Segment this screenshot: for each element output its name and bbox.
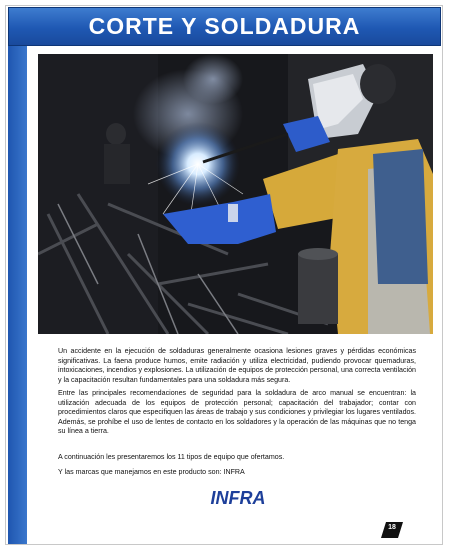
welder-photo-illustration bbox=[38, 54, 433, 334]
infra-logo bbox=[208, 487, 268, 509]
infra-logo-text: INFRA bbox=[210, 488, 266, 508]
intro-line: A continuación les presentaremos los 11 tipos de equipo que ofertamos. bbox=[58, 453, 285, 461]
brands-line: Y las marcas que manejamos en este producto son: INFRA bbox=[58, 468, 245, 476]
page-number-badge bbox=[381, 522, 403, 538]
title-banner bbox=[8, 7, 441, 46]
page-title: CORTE Y SOLDADURA bbox=[88, 13, 361, 39]
paragraph-risks: Un accidente en la ejecución de soldaduras generalmente ocasiona lesiones graves y pérdidas económicas significativas. La faena produce humos, emite radiación y utiliza electricidad, pudiendo provocar quemaduras, intoxicaciones, incendios y explosiones. La utilización de equipos de protección personal, una correcta ventilación y la capacitación resultan fundamentales para una soldadura más segura. bbox=[58, 347, 416, 384]
infra-logo-mark bbox=[208, 487, 268, 509]
paragraph-recommendations: Entre las principales recomendaciones de seguridad para la soldadura de arco manual se encuentran: la utilización adecuada de los equipos de protección personal; capacitación del trabajador; contar con procedimientos claros que especifiquen las áreas de trabajo y sus condiciones y privilegiar los lugares ventilados. Además, se prohíbe el uso de lentes de contacto en los soldadores y la operación de las máquinas que no tenga su línea a tierra. bbox=[58, 389, 416, 435]
page-number: 18 bbox=[388, 524, 396, 531]
side-accent-bar bbox=[8, 46, 27, 544]
body-text bbox=[58, 347, 416, 441]
welder-photo bbox=[38, 54, 433, 334]
